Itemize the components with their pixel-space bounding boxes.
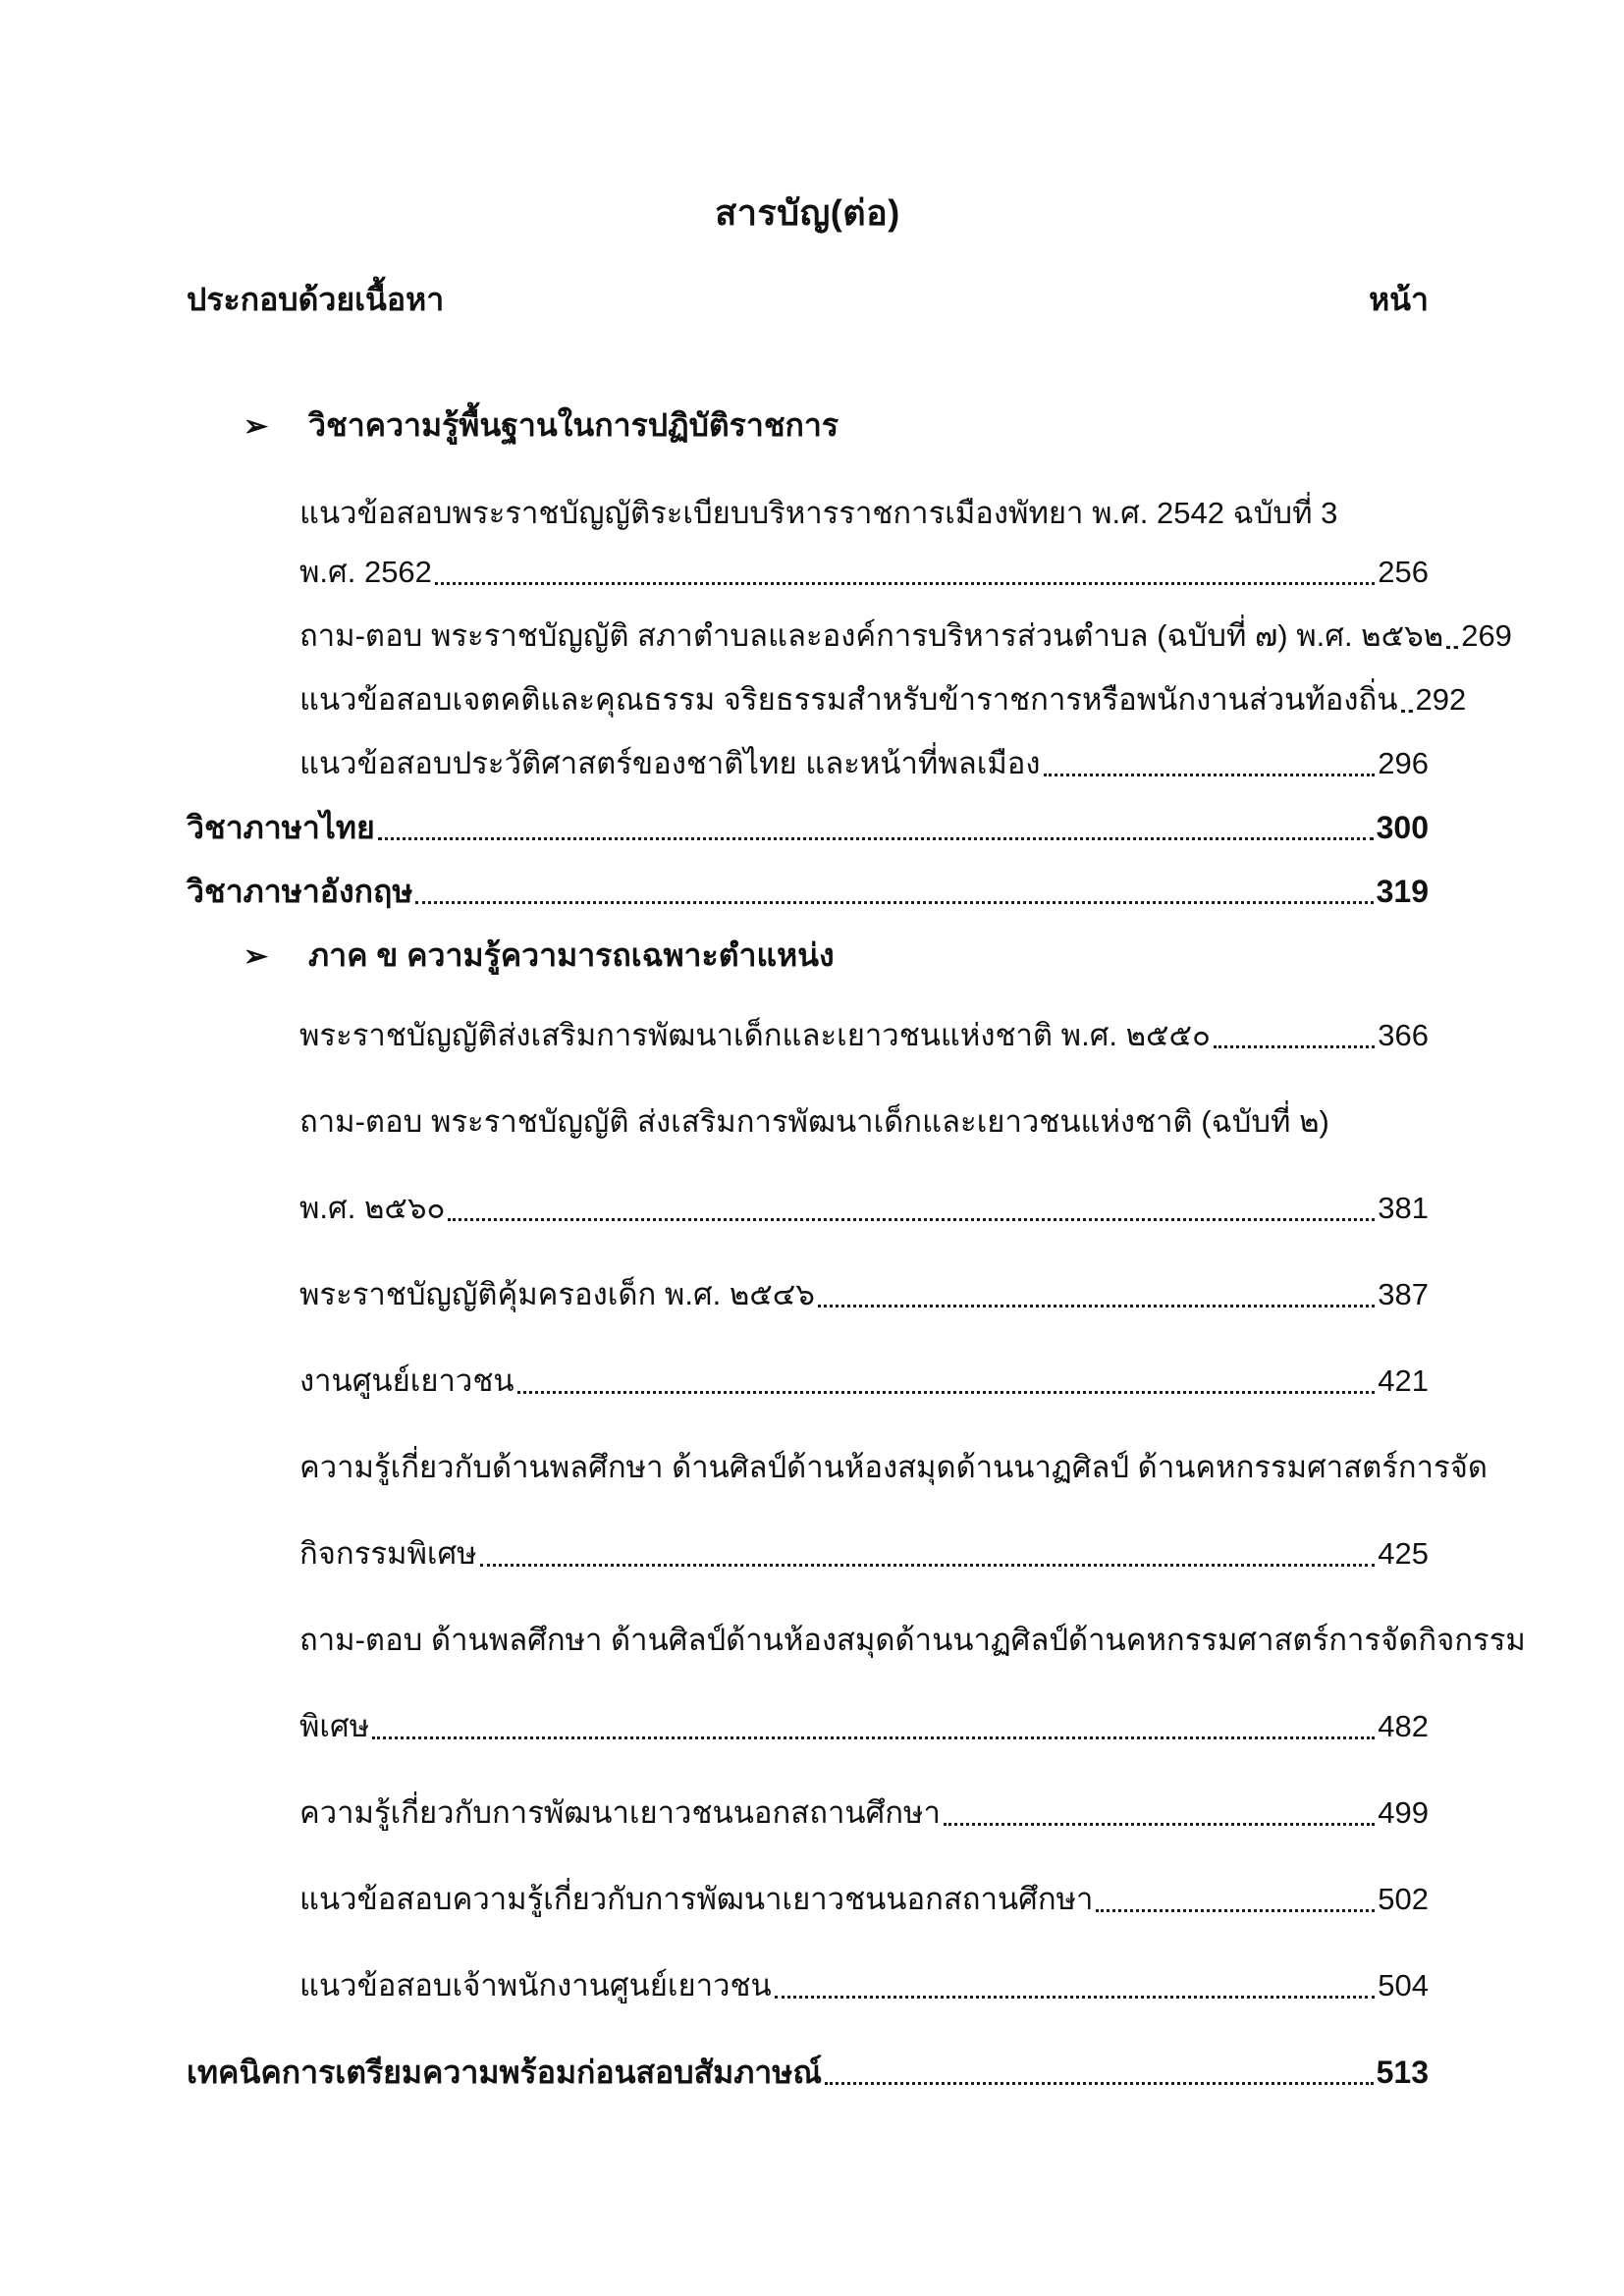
toc-list <box>187 403 1526 2094</box>
toc-header-row <box>187 278 1429 321</box>
toc-entry-label: งานศูนย์เยาวชน <box>299 1363 514 1398</box>
toc-row <box>187 1100 1429 1144</box>
toc-row <box>187 1619 1526 1662</box>
toc-entry-label: แนวข้อสอบพระราชบัญญัติระเบียบบริหารราชการเมืองพัทยา พ.ศ. 2542 ฉบับที่ 3 <box>299 496 1338 530</box>
toc-row <box>187 551 1429 594</box>
toc-entry-label: แนวข้อสอบความรู้เกี่ยวกับการพัฒนาเยาวชนนอกสถานศึกษา <box>299 1882 1094 1916</box>
dot-leader <box>1044 774 1376 776</box>
toc-row <box>187 1878 1429 1921</box>
toc-row <box>187 934 1429 979</box>
dot-leader <box>448 1218 1375 1221</box>
toc-entry-label: ภาค ข ความรู้ความารถเฉพาะตำแหน่ง <box>308 937 835 973</box>
dot-leader <box>1214 1045 1375 1048</box>
toc-row <box>187 1532 1429 1575</box>
toc-page-number: 296 <box>1378 746 1429 780</box>
toc-row <box>187 806 1429 849</box>
toc-page-number: 504 <box>1378 1968 1429 2002</box>
toc-row <box>187 1360 1429 1403</box>
toc-row <box>187 1446 1488 1489</box>
toc-row <box>187 1791 1429 1835</box>
toc-row <box>187 1273 1429 1316</box>
toc-row <box>187 678 1467 721</box>
toc-page-number: 502 <box>1378 1882 1429 1916</box>
toc-page-number: 269 <box>1461 618 1512 653</box>
dot-leader <box>775 1996 1376 1999</box>
toc-row <box>187 1014 1429 1057</box>
arrow-bullet-icon: ➢ <box>244 940 269 973</box>
dot-leader <box>372 1736 1375 1739</box>
toc-page-number: 319 <box>1376 874 1429 909</box>
toc-row <box>187 1187 1429 1230</box>
toc-page-number: 499 <box>1378 1795 1429 1830</box>
dot-leader <box>435 582 1375 585</box>
toc-row <box>187 1705 1429 1748</box>
dot-leader <box>1446 646 1458 649</box>
toc-entry-label: พระราชบัญญัติคุ้มครองเด็ก พ.ศ. ๒๕๔๖ <box>299 1277 815 1311</box>
toc-entry-label: วิชาความรู้พื้นฐานในการปฏิบัติราชการ <box>308 407 839 443</box>
toc-page-number: 292 <box>1415 682 1467 717</box>
toc-entry-label: วิชาภาษาไทย <box>187 810 375 845</box>
toc-entry-label: ถาม-ตอบ พระราชบัญญัติ ส่งเสริมการพัฒนาเด็กและเยาวชนแห่งชาติ (ฉบับที่ ๒) <box>299 1104 1329 1139</box>
toc-entry-label: ความรู้เกี่ยวกับด้านพลศึกษา ด้านศิลป์ด้านห้องสมุดด้านนาฏศิลป์ ด้านคหกรรมศาสตร์การจัด <box>299 1450 1488 1484</box>
toc-entry-label: วิชาภาษาอังกฤษ <box>187 874 413 909</box>
toc-page-number: 513 <box>1376 2055 1429 2090</box>
dot-leader <box>1401 710 1413 713</box>
toc-page-number: 256 <box>1378 555 1429 589</box>
dot-leader <box>517 1391 1376 1394</box>
toc-entry-label: ความรู้เกี่ยวกับการพัฒนาเยาวชนนอกสถานศึกษา <box>299 1795 941 1830</box>
toc-page-number: 366 <box>1378 1018 1429 1052</box>
toc-page-number: 300 <box>1376 810 1429 845</box>
toc-row <box>187 614 1512 658</box>
toc-entry-label: ถาม-ตอบ ด้านพลศึกษา ด้านศิลป์ด้านห้องสมุดด้านนาฏศิลป์ด้านคหกรรมศาสตร์การจัดกิจกรรม <box>299 1623 1526 1657</box>
toc-page-number: 425 <box>1378 1536 1429 1571</box>
toc-row <box>187 870 1429 913</box>
dot-leader <box>825 2082 1374 2085</box>
toc-page-number: 387 <box>1378 1277 1429 1311</box>
dot-leader <box>1096 1909 1375 1912</box>
page-title: สารบัญ(ต่อ) <box>715 192 900 233</box>
toc-entry-label: พิเศษ <box>299 1709 370 1743</box>
toc-row <box>187 492 1429 535</box>
toc-entry-label: แนวข้อสอบเจตคติและคุณธรรม จริยธรรมสำหรับข้าราชการหรือพนักงานส่วนท้องถิ่น <box>299 682 1398 717</box>
toc-row <box>187 1964 1429 2007</box>
toc-entry-label: พ.ศ. 2562 <box>299 555 432 589</box>
dot-leader <box>480 1564 1376 1567</box>
dot-leader <box>944 1823 1375 1826</box>
toc-entry-label: แนวข้อสอบประวัติศาสตร์ของชาติไทย และหน้าที่พลเมือง <box>299 746 1041 780</box>
toc-entry-label: เทคนิคการเตรียมความพร้อมก่อนสอบสัมภาษณ์ <box>187 2055 823 2090</box>
toc-header-content-label: ประกอบด้วยเนื้อหา <box>187 282 445 317</box>
dot-leader <box>818 1305 1375 1308</box>
toc-entry-label: แนวข้อสอบเจ้าพนักงานศูนย์เยาวชน <box>299 1968 772 2002</box>
toc-row <box>187 403 1429 449</box>
toc-page-number: 421 <box>1378 1363 1429 1398</box>
toc-row <box>187 2051 1429 2094</box>
toc-header-page-label: หน้า <box>1369 282 1429 317</box>
toc-page-number: 482 <box>1378 1709 1429 1743</box>
toc-row <box>187 742 1429 785</box>
toc-entry-label: พ.ศ. ๒๕๖๐ <box>299 1191 446 1225</box>
toc-entry-label: ถาม-ตอบ พระราชบัญญัติ สภาตำบลและองค์การบริหารส่วนตำบล (ฉบับที่ ๗) พ.ศ. ๒๕๖๒ <box>299 618 1444 653</box>
toc-page-number: 381 <box>1378 1191 1429 1225</box>
toc-entry-label: พระราชบัญญัติส่งเสริมการพัฒนาเด็กและเยาวชนแห่งชาติ พ.ศ. ๒๕๕๐ <box>299 1018 1211 1052</box>
arrow-bullet-icon: ➢ <box>244 410 269 443</box>
dot-leader <box>378 837 1374 840</box>
toc-entry-label: กิจกรรมพิเศษ <box>299 1536 477 1571</box>
dot-leader <box>415 901 1373 904</box>
